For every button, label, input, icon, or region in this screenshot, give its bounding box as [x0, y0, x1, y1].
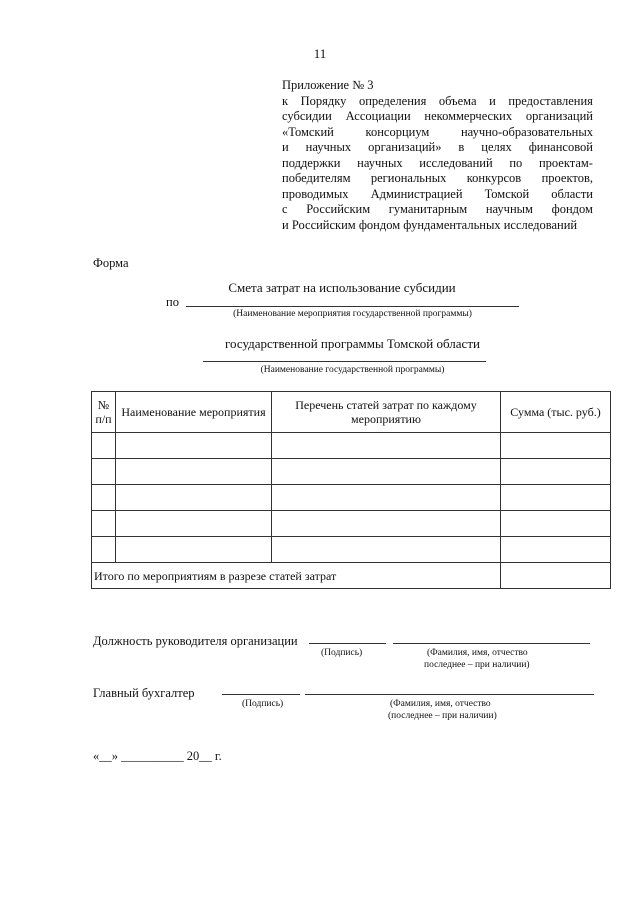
- table-row: [92, 433, 611, 459]
- annex-line: [282, 218, 593, 234]
- annex-word: поддержки: [282, 155, 341, 170]
- head-signature-caption: (Подпись): [321, 648, 363, 658]
- event-name-line: [186, 306, 519, 307]
- table-cell: [92, 433, 116, 459]
- annex-word: и: [282, 140, 289, 154]
- table-cell: [272, 537, 501, 563]
- table-cell: [92, 511, 116, 537]
- annex-word: научных: [357, 155, 403, 170]
- annex-word: Ассоциации: [345, 109, 411, 123]
- annex-word: проектам-: [538, 155, 593, 170]
- form-label: Форма: [93, 256, 129, 270]
- table-cell: [116, 433, 272, 459]
- table-row: [92, 485, 611, 511]
- annex-word: предоставления: [508, 93, 593, 108]
- accountant-signature-caption: (Подпись): [242, 699, 284, 709]
- annex-word: консорциум: [365, 124, 430, 139]
- total-label: Итого по мероприятиям в разрезе статей затрат: [92, 563, 501, 589]
- annex-word: проектов,: [541, 171, 593, 185]
- annex-word: проводимых: [282, 186, 349, 201]
- total-row: [92, 563, 611, 589]
- annex-word: определения: [358, 93, 427, 108]
- annex-line: [282, 171, 593, 187]
- table-cell: [501, 433, 611, 459]
- annex-line: [282, 94, 593, 110]
- annex-line: [282, 156, 593, 172]
- table-cell: [116, 511, 272, 537]
- head-name-line: [393, 643, 590, 644]
- accountant-label: Главный бухгалтер: [93, 686, 195, 700]
- annex-word: региональных: [370, 171, 447, 185]
- annex-word: по: [509, 155, 523, 170]
- annex-word: в: [458, 140, 465, 154]
- date-line: «__» __________ 20__ г.: [93, 749, 222, 763]
- table-cell: [92, 485, 116, 511]
- annex-word: «Томский: [282, 124, 334, 139]
- table-cell: [116, 485, 272, 511]
- table-cell: [272, 433, 501, 459]
- annex-word: организаций: [525, 109, 593, 123]
- annex-word: Томской: [484, 186, 530, 201]
- table-cell: [272, 485, 501, 511]
- annex-word: исследований: [419, 155, 493, 170]
- annex-word: с: [282, 202, 288, 216]
- table-cell: [501, 459, 611, 485]
- annex-line: [282, 109, 593, 125]
- annex-line: [282, 202, 593, 218]
- page-number: 11: [313, 46, 327, 61]
- annex-word: Администрацией: [370, 186, 463, 201]
- annex-word: конкурсов: [466, 171, 522, 185]
- annex-word: гуманитарным: [388, 202, 468, 216]
- accountant-signature-line: [222, 694, 300, 695]
- annex-word: фондом: [551, 202, 593, 216]
- head-position-label: Должность руководителя организации: [93, 634, 298, 648]
- program-name-line: [203, 361, 486, 362]
- annex-line: [282, 78, 593, 94]
- header-cost-items: Перечень статей затрат по каждому мероприятию: [272, 392, 501, 433]
- table-cell: [92, 537, 116, 563]
- table-cell: [501, 485, 611, 511]
- annex-word: некоммерческих: [424, 109, 513, 123]
- header-number: № п/п: [92, 392, 116, 433]
- annex-word: финансовой: [528, 140, 593, 154]
- header-sum: Сумма (тыс. руб.): [501, 392, 611, 433]
- annex-word: Порядку: [300, 93, 347, 108]
- head-name-caption: (Фамилия, имя, отчество: [427, 648, 528, 658]
- program-text: государственной программы Томской области: [225, 336, 480, 351]
- annex-word: победителям: [282, 171, 351, 185]
- annex-word: Приложение № 3: [282, 78, 374, 92]
- annex-header: [282, 78, 593, 233]
- accountant-name-caption: (Фамилия, имя, отчество: [390, 699, 491, 709]
- accountant-name-caption-2: (последнее – при наличии): [388, 711, 497, 721]
- annex-word: и: [489, 93, 496, 108]
- table-cell: [92, 459, 116, 485]
- table-cell: [501, 511, 611, 537]
- table-cell: [116, 459, 272, 485]
- annex-word: Российским: [306, 202, 371, 216]
- table-row: [92, 537, 611, 563]
- annex-line: [282, 187, 593, 203]
- annex-word: научных: [305, 140, 352, 154]
- table-row: [92, 511, 611, 537]
- table-cell: [272, 511, 501, 537]
- annex-word: и Российским фондом фундаментальных исследований: [282, 217, 578, 232]
- program-name-caption: (Наименование государственной программы): [260, 365, 445, 375]
- event-name-caption: (Наименование мероприятия государственной программы): [233, 309, 472, 319]
- annex-word: научно-образовательных: [460, 124, 593, 139]
- table-cell: [272, 459, 501, 485]
- head-name-caption-2: последнее – при наличии): [424, 660, 530, 670]
- head-signature-line: [309, 643, 386, 644]
- annex-word: области: [551, 186, 593, 201]
- header-event-name: Наименование мероприятия: [116, 392, 272, 433]
- annex-word: организаций»: [368, 140, 442, 154]
- annex-word: к: [282, 93, 289, 108]
- document-title: Смета затрат на использование субсидии: [228, 280, 456, 295]
- po-label: по: [166, 295, 179, 309]
- cost-table: [91, 391, 611, 589]
- annex-word: субсидии: [282, 109, 332, 123]
- table-row: [92, 459, 611, 485]
- annex-word: научным: [485, 202, 533, 216]
- table-cell: [501, 537, 611, 563]
- table-cell: [116, 537, 272, 563]
- accountant-name-line: [305, 694, 594, 695]
- annex-word: объема: [438, 93, 477, 108]
- annex-line: [282, 140, 593, 156]
- annex-line: [282, 125, 593, 141]
- table-header-row: [92, 392, 611, 433]
- annex-word: целях: [481, 140, 512, 154]
- total-sum-cell: [501, 563, 611, 589]
